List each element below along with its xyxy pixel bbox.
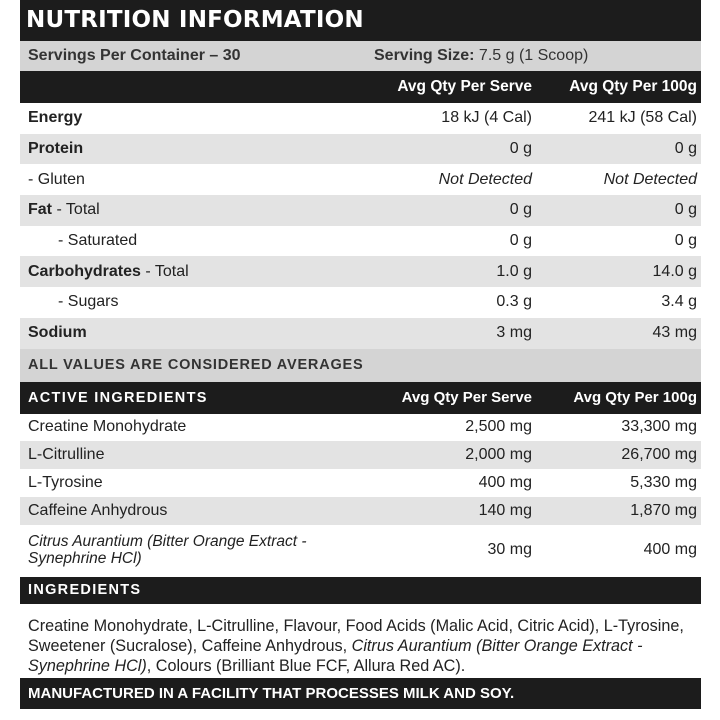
value-per-100g: 14.0 g [652,262,697,280]
active-per-100g: 33,300 mg [621,418,697,436]
active-per-serve: 30 mg [487,541,532,559]
nutrient-name: Energy [28,109,83,127]
active-row-creatine [20,414,701,442]
nutrition-row-gluten [20,164,701,195]
nutrient-qualifier: - Gluten [28,170,85,188]
ingredients-text-italic: Citrus Aurantium (Bitter Orange Extract - Synephrine HCl) [28,636,643,675]
active-name: L-Citrulline [28,446,105,464]
nutrient-qualifier: - Total [52,201,100,219]
active-header-per-serve: Avg Qty Per Serve [401,389,532,406]
nutrition-panel [20,0,701,709]
active-per-100g: 26,700 mg [621,446,697,464]
value-per-100g: 3.4 g [661,293,697,311]
serving-size [374,47,588,65]
header-per-100g: Avg Qty Per 100g [569,78,697,95]
active-row-citrus-aurantium [20,525,701,576]
value-per-100g: 241 kJ (58 Cal) [588,109,697,127]
nutrition-row-protein [20,134,701,165]
nutrition-row-saturated [20,226,701,257]
nutrient-qualifier: - Sugars [58,293,119,311]
active-ingredients-header [20,382,701,414]
active-header-per-100g: Avg Qty Per 100g [573,389,697,406]
value-per-serve: 1.0 g [496,262,532,280]
active-row-tyrosine [20,469,701,497]
nutrient-name: Fat [28,201,52,219]
nutrient-qualifier: - Saturated [58,232,138,250]
averages-note: ALL VALUES ARE CONSIDERED AVERAGES [20,349,701,382]
active-name-line1: Citrus Aurantium (Bitter Orange Extract - [28,533,307,551]
value-per-100g: 43 mg [652,324,697,342]
serving-info-bar [20,41,701,71]
active-per-serve: 140 mg [478,501,532,519]
value-per-serve: 3 mg [496,324,532,342]
nutrition-row-energy [20,103,701,134]
nutrition-row-carbohydrates [20,256,701,287]
value-per-serve: 0 g [509,140,532,158]
nutrition-row-sodium [20,318,701,349]
allergen-warning: MANUFACTURED IN A FACILITY THAT PROCESSES MILK AND SOY. [20,678,701,709]
active-row-citrulline [20,441,701,469]
active-per-100g: 1,870 mg [630,501,697,519]
active-per-serve: 400 mg [478,473,532,491]
value-per-100g: 0 g [674,201,697,219]
active-per-serve: 2,000 mg [465,446,532,464]
active-row-caffeine [20,497,701,525]
nutrition-header-row [20,71,701,103]
ingredients-list [20,604,701,678]
active-name [20,533,366,567]
active-name: Caffeine Anhydrous [28,501,168,519]
nutrient-qualifier: - Total [140,262,189,280]
value-per-serve: 0.3 g [496,293,532,311]
header-per-serve: Avg Qty Per Serve [397,78,532,95]
nutrition-row-sugars [20,287,701,318]
active-per-serve: 2,500 mg [465,418,532,436]
value-per-serve: 0 g [509,232,532,250]
servings-per-container: Servings Per Container – 30 [28,47,241,64]
nutrition-row-fat-total [20,195,701,226]
value-per-serve: 18 kJ (4 Cal) [441,109,532,127]
ingredients-text-part1: Creatine Monohydrate, L-Citrulline, Flavour, Food Acids (Malic Acid, Citric Acid), L-Tyrosine, Sweetener (Sucralose), Caffeine Anhydrous, [28,616,684,655]
value-per-100g: Not Detected [603,170,697,188]
value-per-100g: 0 g [674,140,697,158]
active-name-line2: Synephrine HCl) [28,550,142,568]
panel-title: NUTRITION INFORMATION [20,0,701,41]
value-per-serve: 0 g [509,201,532,219]
active-name: Creatine Monohydrate [28,418,187,436]
nutrient-name: Carbohydrates [28,262,141,280]
ingredients-header: INGREDIENTS [20,577,701,604]
active-per-100g: 400 mg [643,541,697,559]
nutrient-name: Sodium [28,324,87,342]
value-per-100g: 0 g [674,232,697,250]
ingredients-text-part2: , Colours (Brilliant Blue FCF, Allura Red AC). [146,656,466,675]
active-name: L-Tyrosine [28,473,103,491]
active-per-100g: 5,330 mg [630,473,697,491]
value-per-serve: Not Detected [438,170,532,188]
nutrient-name: Protein [28,140,84,158]
serving-size-label: Serving Size: [374,47,475,64]
active-header-title: ACTIVE INGREDIENTS [28,389,208,406]
serving-size-value: 7.5 g (1 Scoop) [474,47,589,64]
